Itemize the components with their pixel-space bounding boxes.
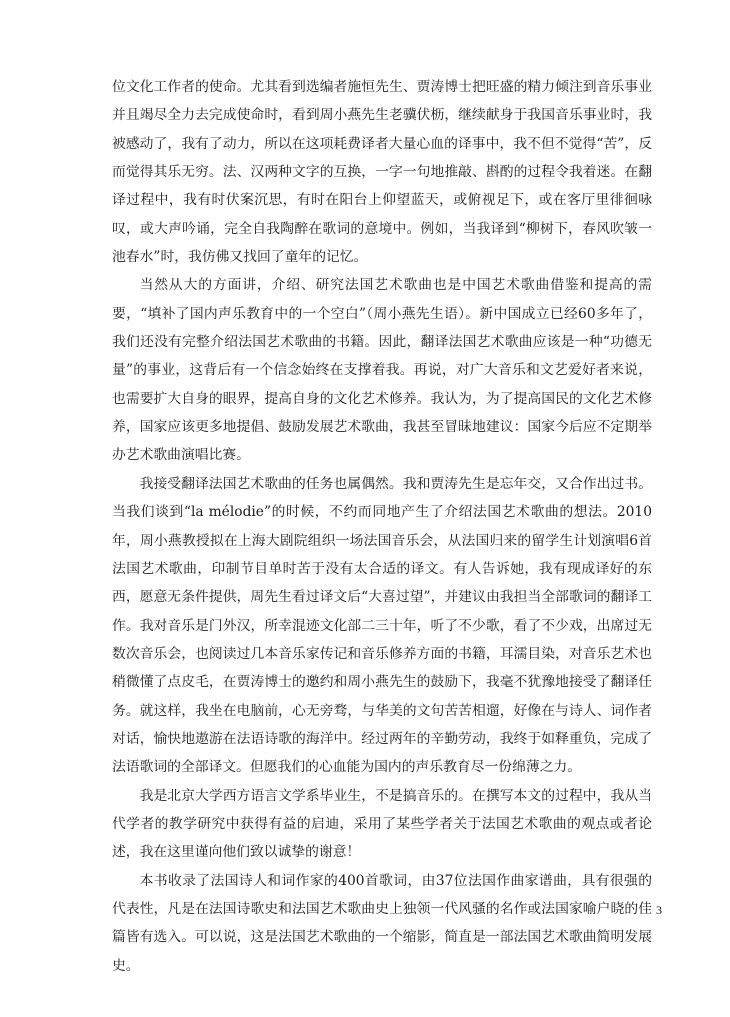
paragraph-continued: 位文化工作者的使命。尤其看到选编者施恒先生、贾涛博士把旺盛的精力倾注到音乐事业并且竭尽全力去完成使命时，看到周小燕先生老骥伏枥，继续献身于我国音乐事业时，我被感动了，我有了动力，所以在这项耗费译者大量心血的译事中，我不但不觉得“苦”，反而觉得其乐无穷。法、汉两种文字的互换，一字一句地推敲、斟酌的过程令我着迷。在翻译过程中，我有时伏案沉思，有时在阳台上仰望蓝天，或俯视足下，或在客厅里徘徊咏叹，或大声吟诵，完全自我陶醉在歌词的意境中。例如，当我译到“柳树下，春风吹皱一池春水”时，我仿佛又找回了童年的记忆。 — [112, 79, 652, 266]
paragraph: 我是北京大学西方语言文学系毕业生，不是搞音乐的。在撰写本文的过程中，我从当代学者的教学研究中获得有益的启迪，采用了某些学者关于法国艺术歌曲的观点或者论述，我在这里谨向他们致以诚挚的谢意！ — [112, 787, 652, 861]
paragraph: 当然从大的方面讲，介绍、研究法国艺术歌曲也是中国艺术歌曲借鉴和提高的需要，“填补了国内声乐教育中的一个空白”（周小燕先生语）。新中国成立已经60多年了，我们还没有完整介绍法国艺术歌曲的书籍。因此，翻译法国艺术歌曲应该是一种“功德无量”的事业，这背后有一个信念始终在支撑着我。再说，对广大音乐和文艺爱好者来说，也需要扩大自身的眼界，提高自身的文化艺术修养。我认为，为了提高国民的文化艺术修养，国家应该更多地提倡、鼓励发展艺术歌曲，我甚至冒昧地建议：国家今后应不定期举办艺术歌曲演唱比赛。 — [112, 277, 652, 464]
paragraph: 本书收录了法国诗人和词作家的400首歌词，由37位法国作曲家谱曲，具有很强的代表性，凡是在法国诗歌史和法国艺术歌曲史上独领一代风骚的名作或法国家喻户晓的佳篇皆有选入。可以说，这是法国艺术歌曲的一个缩影，简直是一部法国艺术歌曲简明发展史。 — [112, 872, 652, 974]
body-text — [112, 73, 652, 980]
paragraph: 我接受翻译法国艺术歌曲的任务也属偶然。我和贾涛先生是忘年交，又合作出过书。当我们谈到“la mélodie”的时候，不约而同地产生了介绍法国艺术歌曲的想法。2010年，周小燕教授拟在上海大剧院组织一场法国音乐会，从法国归来的留学生计划演唱6首法国艺术歌曲，印制节目单时苦于没有太合适的译文。有人告诉她，我有现成译好的东西，愿意无条件提供，周先生看过译文后“大喜过望”，并建议由我担当全部歌词的翻译工作。我对音乐是门外汉，所幸混迹文化部二三十年，听了不少歌，看了不少戏，出席过无数次音乐会，也阅读过几本音乐家传记和音乐修养方面的书籍，耳濡目染，对音乐艺术也稍微懂了点皮毛，在贾涛博士的邀约和周小燕先生的鼓励下，我毫不犹豫地接受了翻译任务。就这样，我坐在电脑前，心无旁骛，与华美的文句苦苦相遛，好像在与诗人、词作者对话，愉快地遨游在法语诗歌的海洋中。经过两年的辛勤劳动，我终于如释重负，完成了法语歌词的全部译文。但愿我们的心血能为国内的声乐教育尽一份绵薄之力。 — [112, 475, 652, 776]
page-number: 3 — [656, 903, 662, 917]
